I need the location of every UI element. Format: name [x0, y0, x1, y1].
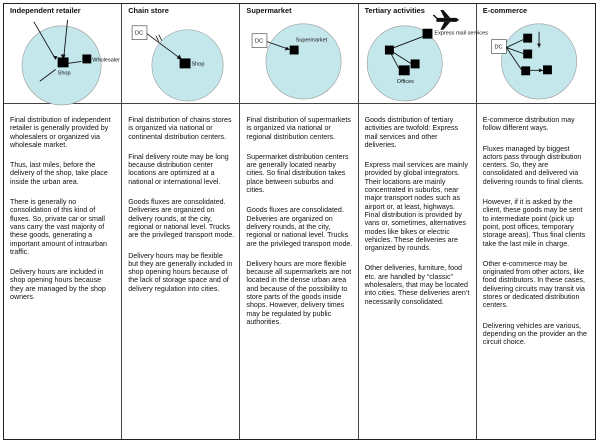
- paragraph: Fluxes managed by biggest actors pass through distribution centers. So, they are consolidated and delivered via delivering rounds to final clients.: [482, 144, 584, 186]
- paragraph: Delivery hours may be flexible but they are generally included in shop opening hours because of the lack of storage space and of delivery regulation into cities.: [128, 251, 233, 293]
- e-commerce-diagram: [477, 4, 595, 103]
- paragraph: Delivering vehicles are various, depending on the provider an the circuit choice.: [482, 321, 587, 347]
- paragraph: There is generally no consolidation of this kind of fluxes. So, private car or small vans carry the vast majority of these goods, generating a important amount of intraurban traffic.: [10, 198, 108, 256]
- paragraph: Other e-commerce may be originated from other actors, like food distributors. In these cases, delivering circuits may transit via stores or dedicated distribution centers.: [482, 259, 585, 310]
- header-e-commerce: [477, 4, 595, 104]
- hub-box: [385, 46, 394, 55]
- client-box: [543, 65, 552, 74]
- paragraph: Goods fluxes are consolidated. Deliveries are organized on delivery rounds, at the city, regional or national level. Trucks are the privileged transport mode.: [246, 206, 353, 248]
- client-box: [523, 34, 532, 43]
- comparison-table: [3, 3, 596, 440]
- express-mail-box: [422, 29, 432, 39]
- offices-box: [398, 65, 409, 75]
- paragraph: Final delivery route may be long because distribution center locations are optimized at a national or international level.: [128, 152, 229, 186]
- break-mark: [159, 35, 162, 41]
- offices-label: Offices: [396, 79, 414, 86]
- column-title: Chain store: [128, 6, 169, 15]
- column-title: Supermarket: [246, 6, 292, 15]
- shop-box: [180, 58, 191, 68]
- paragraph: E-commerce distribution may follow different ways.: [482, 116, 575, 133]
- express-mail-label: Express mail services: [434, 30, 488, 37]
- shop-label: Shop: [57, 70, 71, 77]
- header-supermarket: [240, 4, 358, 104]
- column-title: Tertiary activities: [364, 6, 425, 15]
- independent-retailer-diagram: [4, 4, 121, 103]
- shop-box: [58, 57, 69, 67]
- dc-label: DC: [255, 38, 264, 45]
- client-box: [523, 50, 532, 59]
- offices-box: [410, 59, 419, 68]
- paragraph: Other deliveries, furniture, food etc. are handled by “classic” wholesalers, that may be located into cities. These deliveries aren’t necessarily consolidated.: [364, 264, 470, 306]
- paragraph: Express mail services are mainly provided by global integrators. Their locations are mainly concentrated in suburbs, near major transport nodes such as airport or, at least, highways. Final distribution is provided by vans or, sometimes, alternatives modes like bikes or electric vehicles. These deliveries are organized by rounds.: [364, 161, 468, 253]
- header-chain-store: [122, 4, 240, 104]
- header-independent-retailer: [4, 4, 122, 104]
- paragraph: Delivery hours are more flexible because all supermarkets are not located in the dense urban area and because of the possibility to store parts of the goods inside shops. However, delivery times may be regulated by public authorities.: [246, 259, 352, 326]
- header-tertiary-activities: [359, 4, 488, 104]
- paragraph: However, if it is asked by the client, these goods may be sent to intermediate point (pick up point, post offices, temporary storage areas). Thus final clients take the last mile in charge.: [482, 198, 586, 248]
- dc-label: DC: [494, 44, 503, 51]
- supermarket-box: [290, 46, 299, 55]
- paragraph: Goods distribution of tertiary activities are twofold: Express mail services and other deliveries.: [364, 116, 459, 149]
- chain-store-diagram: [122, 4, 239, 103]
- tertiary-activities-diagram: [359, 4, 488, 103]
- supermarket-diagram: [240, 4, 357, 103]
- column-independent-retailer: [4, 104, 122, 439]
- paragraph: Final distribution of independent retailer is generally provided by wholesalers or organized via wholesale market.: [10, 116, 111, 149]
- column-tertiary-activities: [359, 104, 477, 439]
- wholesaler-label: Wholesaler: [92, 57, 120, 64]
- wholesaler-box: [82, 54, 91, 63]
- paragraph: Supermarket distribution centers are generally located nearby cities. So final distribution takes place between suburbs and cities.: [246, 152, 349, 195]
- paragraph: Final distribution of chains stores is organized via national or continental distribution centers.: [128, 116, 232, 141]
- pickup-point-box: [521, 66, 530, 75]
- column-e-commerce: [477, 104, 595, 439]
- column-chain-store: [122, 104, 240, 439]
- column-title: E-commerce: [482, 6, 528, 15]
- paragraph: Final distribution of supermarkets is organized via national or regional distribution centers.: [246, 116, 351, 141]
- supermarket-label: Supermarket: [296, 37, 328, 44]
- paragraph: Goods fluxes are consolidated. Deliveries are organized on delivery rounds, at the city, regional or national level. Trucks are the privileged transport mode.: [128, 198, 235, 240]
- urban-area: [266, 24, 341, 99]
- paragraph: Delivery hours are included in shop opening hours because they are managed by the shop owners.: [10, 268, 106, 302]
- paragraph: Thus, last miles, before the delivery of the shop, take place inside the urban area.: [10, 161, 108, 186]
- shop-label: Shop: [191, 61, 205, 68]
- airplane-icon: [432, 10, 459, 30]
- column-supermarket: [240, 104, 358, 439]
- column-title: Independent retailer: [10, 6, 81, 15]
- dc-label: DC: [135, 30, 144, 37]
